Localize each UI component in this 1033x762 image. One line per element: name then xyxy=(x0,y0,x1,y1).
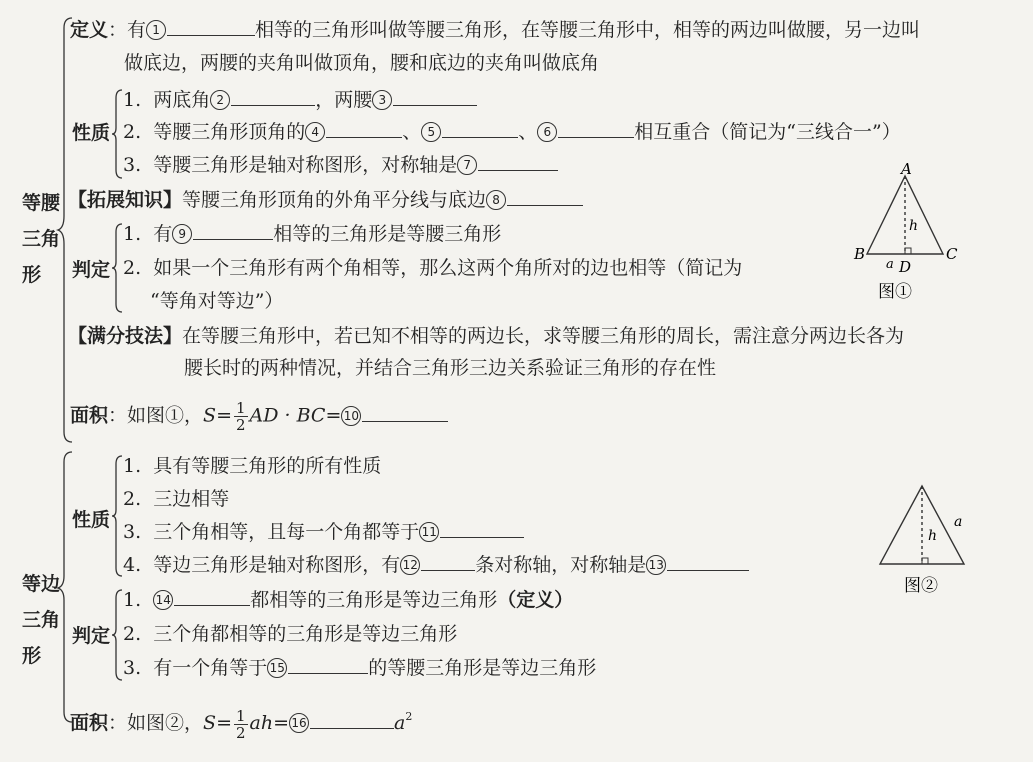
base-label: a xyxy=(886,257,894,272)
item-text: 相互重合（简记为“三线合一”） xyxy=(634,121,901,143)
iso-title-line: 形 xyxy=(22,264,42,286)
area-text: ：如图①， xyxy=(108,404,204,427)
fraction xyxy=(234,400,248,433)
item-number: 3. xyxy=(123,154,142,176)
definition-label: 定义 xyxy=(70,19,109,41)
iso-title xyxy=(22,185,60,293)
blank-number: 9 xyxy=(172,224,192,244)
item-number: 2. xyxy=(123,623,142,645)
blank-number: 10 xyxy=(341,406,361,426)
blank-number: 5 xyxy=(421,122,441,142)
item-text: 都相等的三角形是等边三角形 xyxy=(250,589,498,611)
item-text: 的等腰三角形是等边三角形 xyxy=(368,657,597,679)
answer-blank[interactable] xyxy=(326,137,402,138)
figure-caption: 图① xyxy=(878,282,912,302)
equi-prop-item xyxy=(123,454,381,478)
item-number: 2. xyxy=(123,121,142,143)
blank-number: 7 xyxy=(457,155,477,175)
item-text: 等腰三角形是轴对称图形，对称轴是 xyxy=(153,154,458,176)
figure-caption: 图② xyxy=(904,576,938,596)
equi-prop-item xyxy=(123,553,749,577)
answer-blank[interactable] xyxy=(231,105,315,106)
item-number: 1. xyxy=(123,589,142,611)
area-expression: ah xyxy=(249,712,274,734)
fraction-denominator: 2 xyxy=(235,723,246,742)
item-text: 三个角都相等的三角形是等边三角形 xyxy=(153,623,458,645)
item-number: 3. xyxy=(123,521,142,543)
area-symbol: S xyxy=(203,712,217,734)
blank-number: 16 xyxy=(289,713,309,733)
equals-sign: = xyxy=(325,404,342,427)
item-text: 有 xyxy=(153,223,173,245)
iso-area xyxy=(70,400,448,433)
iso-title-line: 等腰 xyxy=(22,192,61,214)
blank-number: 3 xyxy=(372,90,392,110)
item-number: 1. xyxy=(123,89,142,111)
blank-number: 11 xyxy=(419,522,439,542)
blank-number: 8 xyxy=(486,190,506,210)
blank-number: 4 xyxy=(305,122,325,142)
definition-text: ：有 xyxy=(108,19,147,41)
blank-number: 12 xyxy=(400,555,420,575)
iso-props-label: 性质 xyxy=(72,122,111,144)
blank-number: 14 xyxy=(153,590,173,610)
iso-definition xyxy=(70,18,920,42)
blank-number: 13 xyxy=(646,555,666,575)
equi-title-line: 等边 xyxy=(22,573,61,595)
equi-judge-item xyxy=(123,588,573,612)
area-tail: a xyxy=(394,712,406,734)
equi-judge-label: 判定 xyxy=(72,625,111,647)
height-label: h xyxy=(909,218,919,234)
answer-blank[interactable] xyxy=(442,137,518,138)
extend-text: 等腰三角形顶角的外角平分线与底边 xyxy=(182,189,487,211)
blank-number: 1 xyxy=(146,20,166,40)
area-label: 面积 xyxy=(70,404,109,427)
answer-blank[interactable] xyxy=(421,570,475,571)
equi-title-line: 形 xyxy=(22,645,42,667)
item-text: ，两腰 xyxy=(315,89,373,111)
vertex-label-c: C xyxy=(946,245,958,263)
item-text: 等腰三角形顶角的 xyxy=(153,121,306,143)
definition-text: 做底边，两腰的夹角叫做顶角，腰和底边的夹角叫做底角 xyxy=(124,52,600,74)
item-text: 两底角 xyxy=(153,89,211,111)
equals-sign: = xyxy=(273,712,290,734)
answer-blank[interactable] xyxy=(362,421,448,422)
blank-number: 6 xyxy=(537,122,557,142)
answer-blank[interactable] xyxy=(440,537,524,538)
answer-blank[interactable] xyxy=(288,673,368,674)
vertex-label-d: D xyxy=(899,258,912,276)
item-text: 相等的三角形是等腰三角形 xyxy=(273,223,502,245)
equi-area xyxy=(70,705,412,741)
iso-prop-item xyxy=(123,120,901,144)
item-number: 3. xyxy=(123,657,142,679)
fraction-denominator: 2 xyxy=(235,416,246,434)
item-number: 1. xyxy=(123,455,142,477)
answer-blank[interactable] xyxy=(393,105,477,106)
blank-number: 2 xyxy=(210,90,230,110)
extend-label: 【拓展知识】 xyxy=(68,189,183,211)
equi-title xyxy=(22,566,60,674)
tip-label: 【满分技法】 xyxy=(68,325,183,347)
area-text: ：如图②， xyxy=(108,712,204,734)
item-text: 如果一个三角形有两个角相等，那么这两个角所对的边也相等（简记为 xyxy=(153,257,743,279)
answer-blank[interactable] xyxy=(507,205,583,206)
fraction-numerator: 1 xyxy=(235,399,246,417)
area-tail-exponent: 2 xyxy=(405,710,413,723)
item-text: 条对称轴，对称轴是 xyxy=(475,554,647,576)
figure-2 xyxy=(870,480,980,600)
item-text: 等边三角形是轴对称图形，有 xyxy=(153,554,401,576)
item-text: “等角对等边”） xyxy=(150,290,284,312)
iso-title-line: 三角 xyxy=(22,228,61,250)
item-text: 三个角相等，且每一个角都等于 xyxy=(153,521,420,543)
item-text: 三边相等 xyxy=(153,488,230,510)
fraction-numerator: 1 xyxy=(235,706,246,725)
answer-blank[interactable] xyxy=(193,239,273,240)
tip-text: 腰长时的两种情况，并结合三角形三边关系验证三角形的存在性 xyxy=(184,357,717,379)
item-text: 、 xyxy=(402,121,422,143)
iso-prop-item xyxy=(123,153,558,177)
iso-prop-item xyxy=(123,88,477,112)
equals-sign: = xyxy=(216,712,232,734)
area-symbol: S xyxy=(203,404,217,427)
iso-brace xyxy=(58,16,78,446)
answer-blank[interactable] xyxy=(558,137,634,138)
blank-number: 15 xyxy=(267,658,287,678)
iso-extend xyxy=(68,188,583,212)
equi-brace xyxy=(58,450,78,726)
equi-title-line: 三角 xyxy=(22,609,61,631)
vertex-label-b: B xyxy=(854,245,866,263)
equi-prop-item xyxy=(123,487,229,511)
answer-blank[interactable] xyxy=(174,605,250,606)
answer-blank[interactable] xyxy=(310,728,394,729)
equals-sign: = xyxy=(216,404,232,427)
vertex-label-a: A xyxy=(901,160,912,178)
area-label: 面积 xyxy=(70,712,109,734)
item-number: 1. xyxy=(123,223,142,245)
iso-tip xyxy=(68,324,904,348)
area-expression: AD · BC xyxy=(249,404,326,427)
definition-text: 相等的三角形叫做等腰三角形，在等腰三角形中，相等的两边叫做腰，另一边叫 xyxy=(255,19,921,41)
tip-text: 在等腰三角形中，若已知不相等的两边长，求等腰三角形的周长，需注意分两边长各为 xyxy=(182,325,905,347)
item-number: 4. xyxy=(123,554,142,576)
answer-blank[interactable] xyxy=(667,570,749,571)
equi-props-label: 性质 xyxy=(72,509,111,531)
equi-judge-item xyxy=(123,622,457,646)
height-label: h xyxy=(928,528,938,544)
iso-judge-label: 判定 xyxy=(72,259,111,281)
equi-prop-item xyxy=(123,520,524,544)
item-number: 2. xyxy=(123,257,142,279)
item-text: 、 xyxy=(518,121,538,143)
figure-1 xyxy=(850,160,970,310)
equi-judge-item xyxy=(123,656,596,680)
item-text: 有一个角等于 xyxy=(153,657,268,679)
iso-judge-item xyxy=(123,222,501,246)
fraction xyxy=(234,708,248,741)
answer-blank[interactable] xyxy=(167,35,255,36)
side-label: a xyxy=(954,514,963,530)
iso-judge-item xyxy=(123,256,742,280)
answer-blank[interactable] xyxy=(478,170,558,171)
item-number: 2. xyxy=(123,488,142,510)
item-text-bold: （定义） xyxy=(497,589,574,611)
item-text: 具有等腰三角形的所有性质 xyxy=(153,455,382,477)
